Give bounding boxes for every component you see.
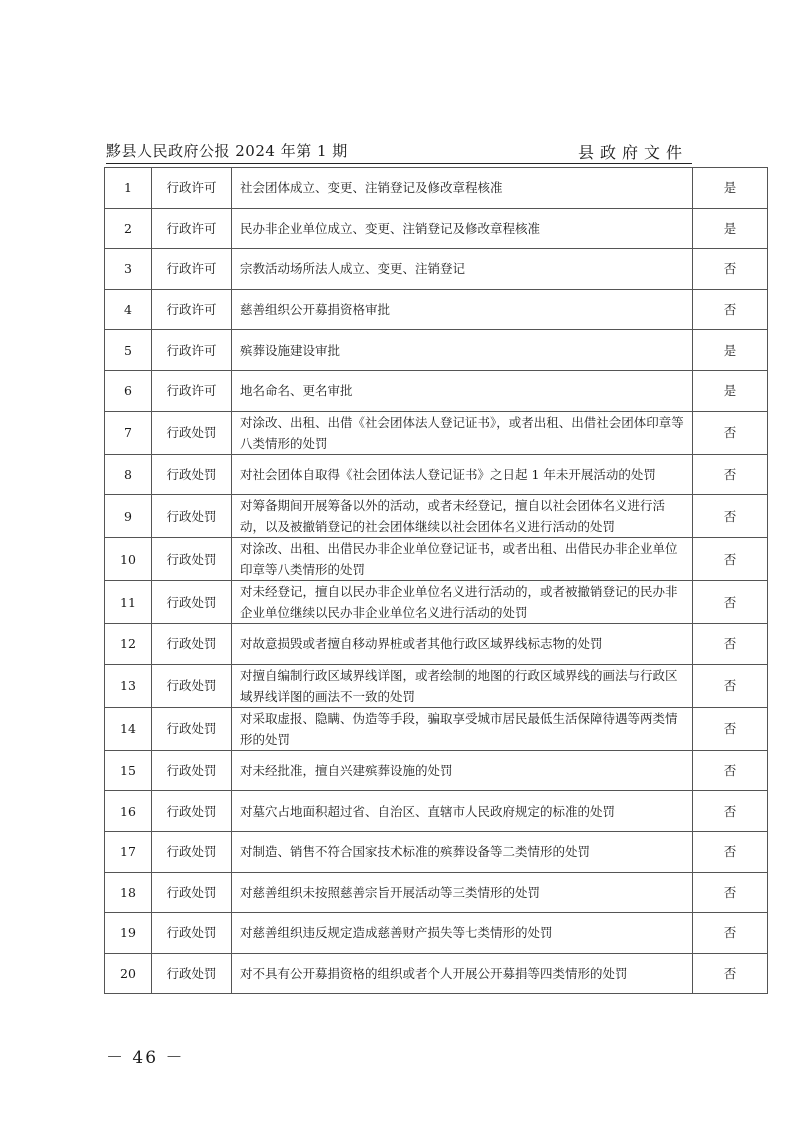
row-type: 行政处罚 — [152, 953, 232, 994]
row-flag: 否 — [693, 538, 768, 581]
row-type: 行政处罚 — [152, 581, 232, 624]
row-name: 社会团体成立、变更、注销登记及修改章程核准 — [232, 168, 693, 209]
row-flag: 否 — [693, 913, 768, 954]
row-type: 行政许可 — [152, 289, 232, 330]
row-name: 慈善组织公开募捐资格审批 — [232, 289, 693, 330]
table-row — [105, 249, 768, 290]
row-type: 行政处罚 — [152, 791, 232, 832]
table-row — [105, 707, 768, 750]
running-header — [106, 140, 688, 164]
row-type: 行政处罚 — [152, 624, 232, 665]
row-type: 行政许可 — [152, 168, 232, 209]
table-row — [105, 208, 768, 249]
table-row — [105, 872, 768, 913]
row-number: 16 — [105, 791, 152, 832]
row-name: 对慈善组织违反规定造成慈善财产损失等七类情形的处罚 — [232, 913, 693, 954]
row-type: 行政处罚 — [152, 454, 232, 495]
table-row — [105, 953, 768, 994]
row-flag: 否 — [693, 707, 768, 750]
row-flag: 否 — [693, 581, 768, 624]
table-row — [105, 538, 768, 581]
row-type: 行政处罚 — [152, 872, 232, 913]
table-row — [105, 411, 768, 454]
row-flag: 否 — [693, 831, 768, 872]
row-number: 6 — [105, 370, 152, 411]
publication-title: 黟县人民政府公报 2024 年第 1 期 — [106, 142, 348, 160]
row-name: 对不具有公开募捐资格的组织或者个人开展公开募捐等四类情形的处罚 — [232, 953, 693, 994]
row-name: 对采取虚报、隐瞒、伪造等手段，骗取享受城市居民最低生活保障待遇等两类情形的处罚 — [232, 707, 693, 750]
items-table — [104, 167, 768, 994]
row-type: 行政处罚 — [152, 411, 232, 454]
section-title: 县政府文件 — [577, 143, 688, 162]
row-flag: 否 — [693, 289, 768, 330]
row-name: 对社会团体自取得《社会团体法人登记证书》之日起 1 年未开展活动的处罚 — [232, 454, 693, 495]
row-flag: 是 — [693, 208, 768, 249]
row-number: 7 — [105, 411, 152, 454]
table-row — [105, 664, 768, 707]
row-name: 对擅自编制行政区域界线详图，或者绘制的地图的行政区域界线的画法与行政区域界线详图的画法不一致的处罚 — [232, 664, 693, 707]
row-name: 对筹备期间开展筹备以外的活动，或者未经登记，擅自以社会团体名义进行活动，以及被撤销登记的社会团体继续以社会团体名义进行活动的处罚 — [232, 495, 693, 538]
row-type: 行政处罚 — [152, 664, 232, 707]
table-row — [105, 495, 768, 538]
row-flag: 否 — [693, 454, 768, 495]
row-name: 对墓穴占地面积超过省、自治区、直辖市人民政府规定的标准的处罚 — [232, 791, 693, 832]
table-row — [105, 624, 768, 665]
row-flag: 否 — [693, 791, 768, 832]
table-row — [105, 791, 768, 832]
row-name: 对未经批准，擅自兴建殡葬设施的处罚 — [232, 750, 693, 791]
table-row — [105, 750, 768, 791]
table-row — [105, 454, 768, 495]
header-rule — [106, 163, 692, 164]
row-name: 对未经登记，擅自以民办非企业单位名义进行活动的，或者被撤销登记的民办非企业单位继续以民办非企业单位名义进行活动的处罚 — [232, 581, 693, 624]
row-name: 殡葬设施建设审批 — [232, 330, 693, 371]
row-flag: 否 — [693, 249, 768, 290]
row-number: 8 — [105, 454, 152, 495]
row-flag: 否 — [693, 953, 768, 994]
row-flag: 否 — [693, 624, 768, 665]
row-number: 19 — [105, 913, 152, 954]
row-number: 3 — [105, 249, 152, 290]
table-row — [105, 913, 768, 954]
row-flag: 否 — [693, 495, 768, 538]
row-flag: 否 — [693, 664, 768, 707]
row-number: 10 — [105, 538, 152, 581]
row-flag: 否 — [693, 411, 768, 454]
row-flag: 是 — [693, 168, 768, 209]
row-type: 行政许可 — [152, 249, 232, 290]
row-number: 18 — [105, 872, 152, 913]
row-number: 9 — [105, 495, 152, 538]
row-number: 20 — [105, 953, 152, 994]
row-flag: 是 — [693, 330, 768, 371]
row-name: 宗教活动场所法人成立、变更、注销登记 — [232, 249, 693, 290]
table-row — [105, 289, 768, 330]
row-type: 行政处罚 — [152, 495, 232, 538]
row-number: 17 — [105, 831, 152, 872]
row-type: 行政许可 — [152, 330, 232, 371]
row-type: 行政处罚 — [152, 538, 232, 581]
row-number: 11 — [105, 581, 152, 624]
items-table-body — [105, 168, 768, 994]
row-number: 15 — [105, 750, 152, 791]
row-name: 对制造、销售不符合国家技术标准的殡葬设备等二类情形的处罚 — [232, 831, 693, 872]
row-type: 行政处罚 — [152, 707, 232, 750]
table-row — [105, 330, 768, 371]
row-name: 对涂改、出租、出借《社会团体法人登记证书》，或者出租、出借社会团体印章等八类情形的处罚 — [232, 411, 693, 454]
row-number: 14 — [105, 707, 152, 750]
row-number: 5 — [105, 330, 152, 371]
row-number: 4 — [105, 289, 152, 330]
row-name: 民办非企业单位成立、变更、注销登记及修改章程核准 — [232, 208, 693, 249]
table-row — [105, 581, 768, 624]
page-number: － 46 － — [106, 1048, 185, 1068]
row-type: 行政许可 — [152, 208, 232, 249]
row-number: 12 — [105, 624, 152, 665]
row-name: 对涂改、出租、出借民办非企业单位登记证书，或者出租、出借民办非企业单位印章等八类情形的处罚 — [232, 538, 693, 581]
row-name: 对故意损毁或者擅自移动界桩或者其他行政区域界线标志物的处罚 — [232, 624, 693, 665]
row-flag: 否 — [693, 750, 768, 791]
table-row — [105, 831, 768, 872]
row-number: 2 — [105, 208, 152, 249]
row-flag: 是 — [693, 370, 768, 411]
row-type: 行政处罚 — [152, 750, 232, 791]
row-flag: 否 — [693, 872, 768, 913]
table-row — [105, 370, 768, 411]
row-type: 行政许可 — [152, 370, 232, 411]
row-type: 行政处罚 — [152, 913, 232, 954]
row-number: 13 — [105, 664, 152, 707]
table-row — [105, 168, 768, 209]
row-name: 地名命名、更名审批 — [232, 370, 693, 411]
row-number: 1 — [105, 168, 152, 209]
row-name: 对慈善组织未按照慈善宗旨开展活动等三类情形的处罚 — [232, 872, 693, 913]
row-type: 行政处罚 — [152, 831, 232, 872]
